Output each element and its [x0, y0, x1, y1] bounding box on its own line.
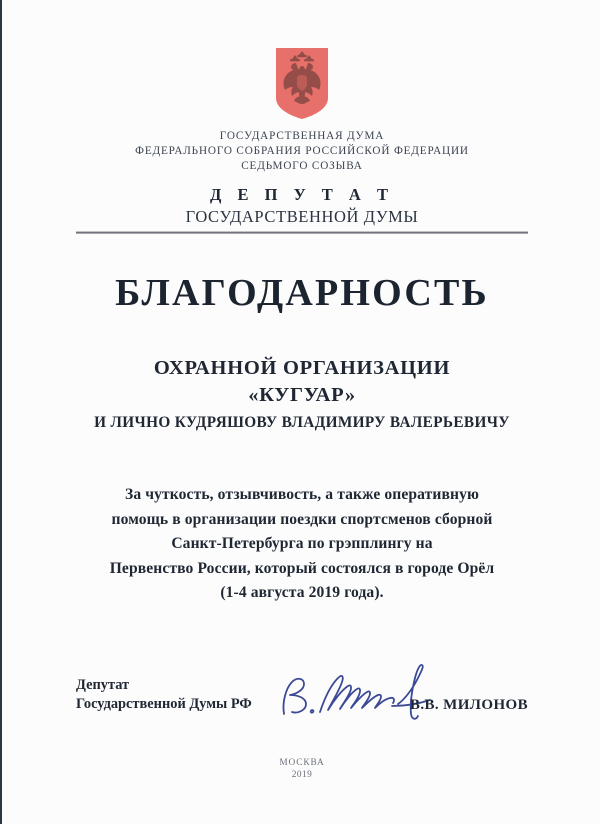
- handwritten-signature-icon: [272, 662, 452, 724]
- footer-city: МОСКВА: [279, 758, 325, 768]
- document-footer: [2, 757, 600, 781]
- russian-coat-of-arms-icon: [274, 46, 330, 120]
- body-line: Первенство России, который состоялся в городе Орёл: [109, 559, 495, 577]
- footer-year: 2019: [291, 770, 313, 780]
- body-line: помощь в организации поездки спортсменов сборной: [111, 510, 493, 528]
- header-institution: ГОСУДАРСТВЕННОЙ ДУМЫ: [185, 207, 419, 226]
- header-line-2: ФЕДЕРАЛЬНОГО СОБРАНИЯ РОССИЙСКОЙ ФЕДЕРАЦИИ: [135, 145, 469, 157]
- header-line-1: ГОСУДАРСТВЕННАЯ ДУМА: [219, 130, 385, 142]
- recipient-person: И ЛИЧНО КУДРЯШОВУ ВЛАДИМИРУ ВАЛЕРЬЕВИЧУ: [94, 414, 510, 431]
- recipient-block: [2, 355, 600, 435]
- body-line: Санкт-Петербурга по грэпплингу на: [171, 535, 433, 552]
- page-title: БЛАГОДАРНОСТЬ: [115, 272, 489, 314]
- header-line-3: СЕДЬМОГО СОЗЫВА: [241, 160, 363, 172]
- signed-name: В.В. МИЛОНОВ: [409, 697, 528, 713]
- body-line: (1-4 августа 2019 года).: [220, 584, 384, 601]
- signer-title: [76, 676, 252, 713]
- emblem-container: [2, 46, 600, 120]
- header-divider: [76, 231, 528, 234]
- signature-block: [76, 676, 528, 732]
- body-text: [64, 483, 540, 606]
- recipient-organization: ОХРАННОЙ ОРГАНИЗАЦИИ: [153, 357, 451, 379]
- recipient-organization-name: «КУГУАР»: [248, 384, 356, 406]
- document-header: [2, 129, 600, 227]
- header-role: Д Е П У Т А Т: [210, 185, 394, 204]
- signer-title-line-2: Государственной Думы РФ: [76, 695, 252, 712]
- body-line: За чуткость, отзывчивость, а также оперативную: [125, 486, 479, 503]
- signer-title-line-1: Депутат: [76, 677, 130, 693]
